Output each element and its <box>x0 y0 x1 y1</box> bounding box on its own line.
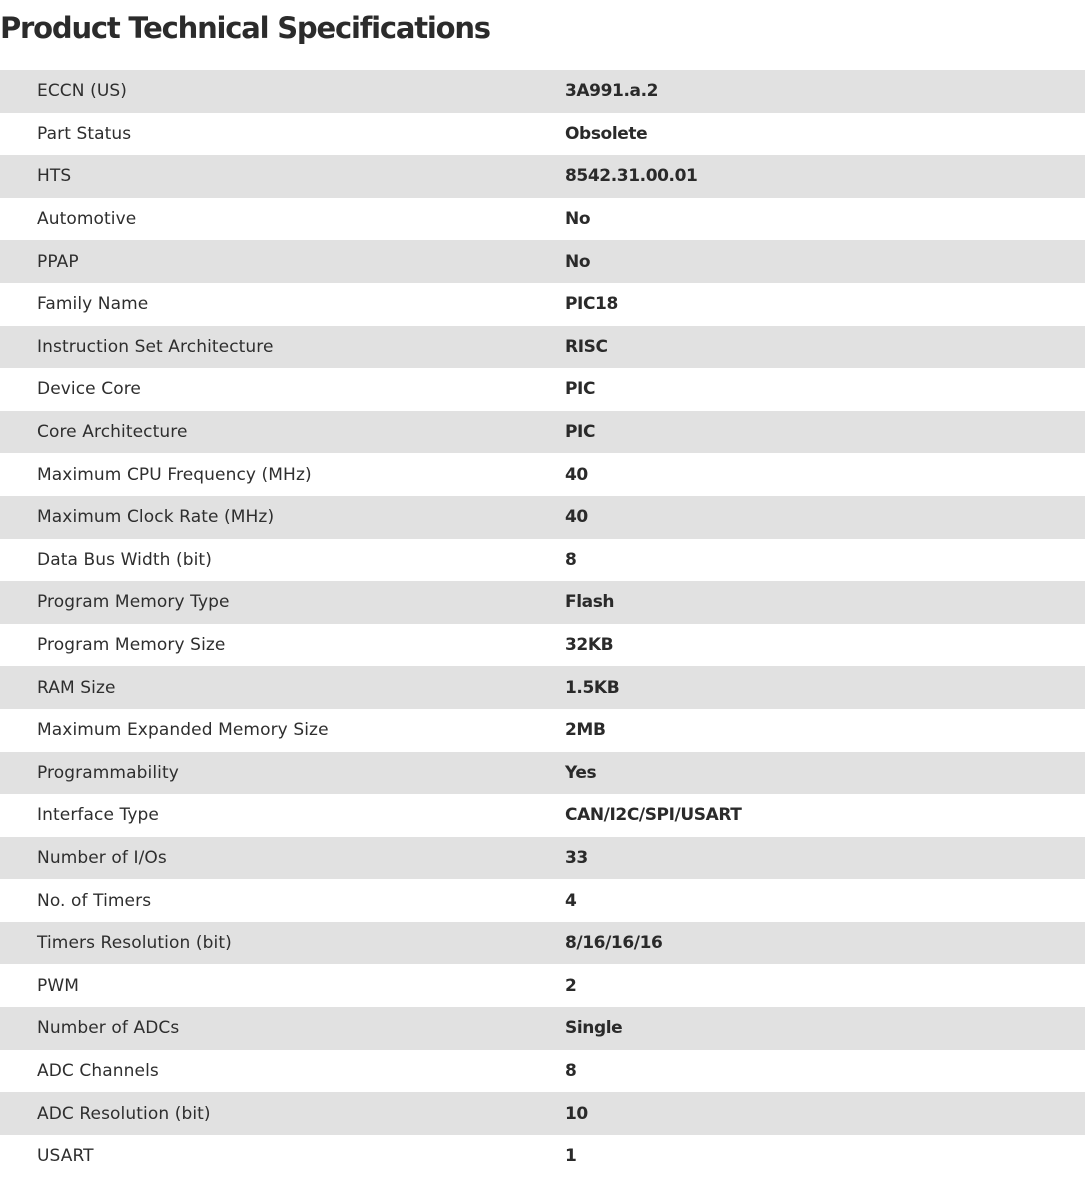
spec-row-no-of-timers <box>0 879 1085 922</box>
spec-label: Interface Type <box>37 805 159 826</box>
spec-row-program-memory-size <box>0 624 1085 667</box>
spec-label: Maximum Expanded Memory Size <box>37 720 329 741</box>
spec-label: Core Architecture <box>37 422 188 443</box>
spec-value: 40 <box>565 464 588 485</box>
spec-label: Programmability <box>37 762 179 783</box>
spec-row-program-memory-type <box>0 581 1085 624</box>
spec-row-number-of-ios <box>0 837 1085 880</box>
spec-row-hts <box>0 155 1085 198</box>
spec-label: ADC Resolution (bit) <box>37 1103 211 1124</box>
spec-label: USART <box>37 1146 94 1167</box>
spec-label: PWM <box>37 975 80 996</box>
spec-row-core-architecture <box>0 411 1085 454</box>
spec-label: Number of I/Os <box>37 847 167 868</box>
spec-value: 40 <box>565 507 588 528</box>
spec-row-automotive <box>0 198 1085 241</box>
spec-row-usart <box>0 1135 1085 1177</box>
spec-row-ram-size <box>0 666 1085 709</box>
spec-row-device-core <box>0 368 1085 411</box>
spec-row-max-expanded-memory <box>0 709 1085 752</box>
spec-row-interface-type <box>0 794 1085 837</box>
spec-row-programmability <box>0 752 1085 795</box>
spec-value: 2 <box>565 975 577 996</box>
spec-row-max-clock-rate <box>0 496 1085 539</box>
spec-label: Program Memory Type <box>37 592 230 613</box>
spec-label: PPAP <box>37 251 79 272</box>
spec-value: 10 <box>565 1103 588 1124</box>
spec-value: 1.5KB <box>565 677 620 698</box>
spec-value: Obsolete <box>565 123 648 144</box>
spec-row-number-of-adcs <box>0 1007 1085 1050</box>
spec-label: Instruction Set Architecture <box>37 336 274 357</box>
spec-label: Data Bus Width (bit) <box>37 549 212 570</box>
spec-label: HTS <box>37 166 72 187</box>
spec-value: 8 <box>565 1060 577 1081</box>
spec-value: 8/16/16/16 <box>565 933 663 954</box>
spec-value: PIC <box>565 379 596 400</box>
spec-row-timers-resolution <box>0 922 1085 965</box>
spec-value: 4 <box>565 890 577 911</box>
spec-label: Device Core <box>37 379 141 400</box>
spec-row-data-bus-width <box>0 539 1085 582</box>
spec-value: PIC <box>565 422 596 443</box>
spec-value: 1 <box>565 1146 577 1167</box>
spec-value: No <box>565 251 591 272</box>
spec-value: No <box>565 209 591 230</box>
spec-value: PIC18 <box>565 294 618 315</box>
spec-label: Part Status <box>37 123 132 144</box>
spec-label: RAM Size <box>37 677 116 698</box>
spec-label: No. of Timers <box>37 890 152 911</box>
spec-label: Family Name <box>37 294 149 315</box>
page-title: Product Technical Specifications <box>0 11 490 45</box>
spec-value: 2MB <box>565 720 606 741</box>
spec-row-max-cpu-frequency <box>0 453 1085 496</box>
spec-row-isa <box>0 326 1085 369</box>
spec-value: 3A991.a.2 <box>565 81 659 102</box>
spec-label: Program Memory Size <box>37 635 226 656</box>
spec-row-part-status <box>0 113 1085 156</box>
spec-label: ADC Channels <box>37 1060 159 1081</box>
spec-value: 8542.31.00.01 <box>565 166 698 187</box>
spec-table <box>0 70 1085 1177</box>
spec-value: Yes <box>565 762 597 783</box>
spec-row-family-name <box>0 283 1085 326</box>
spec-row-pwm <box>0 964 1085 1007</box>
spec-value: 32KB <box>565 635 614 656</box>
spec-value: Flash <box>565 592 615 613</box>
spec-value: 33 <box>565 847 588 868</box>
spec-row-eccn <box>0 70 1085 113</box>
spec-label: ECCN (US) <box>37 81 128 102</box>
spec-value: CAN/I2C/SPI/USART <box>565 805 742 826</box>
spec-value: 8 <box>565 549 577 570</box>
spec-label: Automotive <box>37 209 137 230</box>
spec-row-adc-channels <box>0 1050 1085 1093</box>
spec-label: Number of ADCs <box>37 1018 180 1039</box>
spec-row-adc-resolution <box>0 1092 1085 1135</box>
spec-label: Timers Resolution (bit) <box>37 933 232 954</box>
spec-label: Maximum CPU Frequency (MHz) <box>37 464 312 485</box>
spec-label: Maximum Clock Rate (MHz) <box>37 507 275 528</box>
spec-row-ppap <box>0 240 1085 283</box>
spec-value: Single <box>565 1018 623 1039</box>
spec-value: RISC <box>565 336 608 357</box>
